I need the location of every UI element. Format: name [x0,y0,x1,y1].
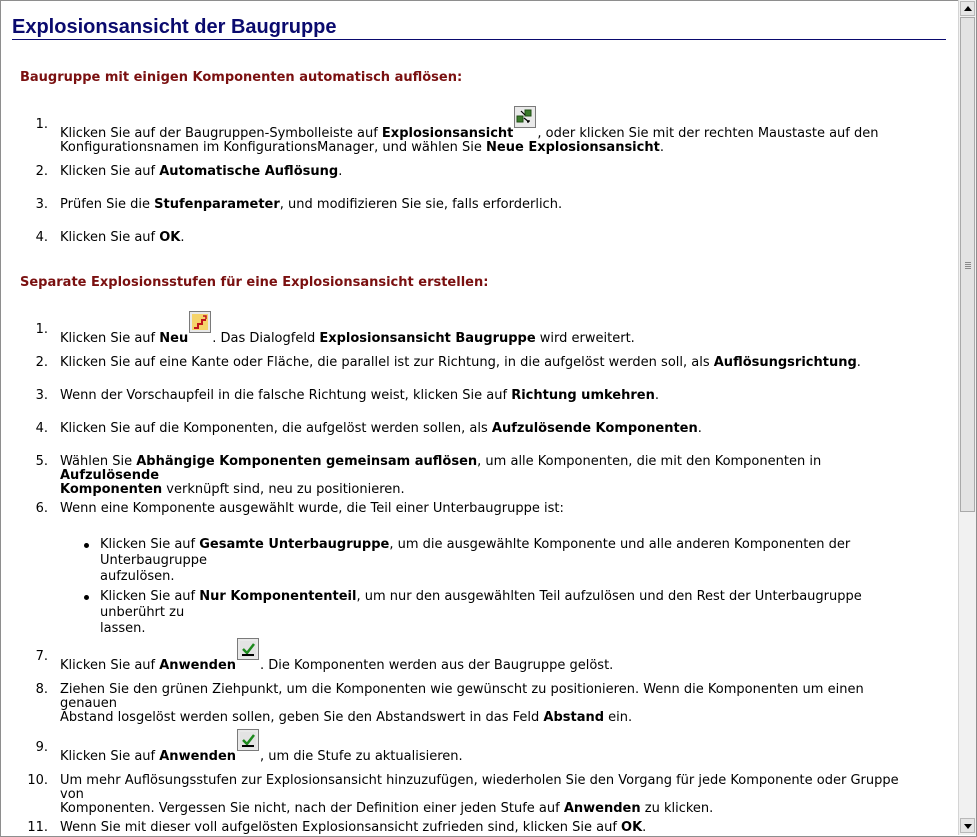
grip-icon [965,268,971,269]
ui-term: Stufenparameter [154,197,280,212]
step-text: Ziehen Sie den grünen Ziehpunkt, um die Komponenten wie gewünscht zu positionieren. Wenn die Komponenten um einen genauen Abstand losgelöst werden sollen, geben Sie den Abstandswert in das Feld Abstand ein. [60,682,864,725]
ui-term: Abstand [543,710,605,725]
ui-term: Gesamte Unterbaugruppe [199,537,390,552]
ui-term: Nur Komponententeil [199,589,357,604]
step-number: 4. [35,421,48,436]
step-text: Wenn eine Komponente ausgewählt wurde, die Teil einer Unterbaugruppe ist: [60,501,564,516]
ui-term: Automatische Auflösung [159,164,339,179]
ui-term: Explosionsansicht Baugruppe [319,331,536,346]
step-text: Wenn der Vorschaupfeil in die falsche Richtung weist, klicken Sie auf Richtung umkehren. [60,388,659,403]
ui-term: Anwenden [159,658,237,673]
step-text: Um mehr Auflösungsstufen zur Explosionsansicht hinzuzufügen, wiederholen Sie den Vorgang für jede Komponente oder Gruppe von Komponenten. Vergessen Sie nicht, nach der Definition einer jeden Stufe auf Anwenden zu klicken. [60,773,899,816]
step-number: 9. [35,740,48,755]
ui-term: Anwenden [563,801,641,816]
step-text: Klicken Sie auf Anwenden . Die Komponenten werden aus der Baugruppe gelöst. [60,650,900,673]
step-number: 7. [35,649,48,664]
ui-term: Aufzulösende [60,468,160,483]
step-text: Klicken Sie auf eine Kante oder Fläche, die parallel ist zur Richtung, in die aufgelöst werden soll, als Auflösungsrichtung. [60,355,861,370]
ui-term: Anwenden [159,749,237,764]
ui-term: Aufzulösende Komponenten [491,421,698,436]
bullet-text: Klicken Sie auf Gesamte Unterbaugruppe, um die ausgewählte Komponente und alle anderen Komponenten der Unterbaugruppe aufzulösen. [100,537,851,584]
ui-term: Neu [159,331,189,346]
step-text: Wählen Sie Abhängige Komponenten gemeinsam auflösen, um alle Komponenten, die mit den Komponenten in Aufzulösende Komponenten verknüpft sind, neu zu positionieren. [60,454,822,497]
scroll-down-button[interactable] [960,818,975,833]
page-title: Explosionsansicht der Baugruppe [12,16,946,40]
grip-icon [965,264,971,265]
explode-view-icon [514,106,536,128]
scrollbar-thumb[interactable] [960,17,975,512]
step-text: Klicken Sie auf der Baugruppen-Symbolleiste auf Explosionsansicht , oder klicken Sie mit der rechten Maustaste auf den Konfigurationsnamen im KonfigurationsManager, und wählen Sie Neue Explosionsansicht. [60,118,900,155]
step-text: Wenn Sie mit dieser voll aufgelösten Explosionsansicht zufrieden sind, klicken Sie auf OK. [60,820,647,835]
arrow-down-icon [964,824,972,829]
vertical-scrollbar[interactable] [958,0,976,835]
arrow-up-icon [964,6,972,11]
section-heading-auto-explode: Baugruppe mit einigen Komponenten automatisch auflösen: [20,70,463,85]
step-number: 3. [35,197,48,212]
new-step-icon [189,311,211,333]
step-number: 8. [35,682,48,697]
step-text: Klicken Sie auf Neu . Das Dialogfeld Explosionsansicht Baugruppe wird erweitert. [60,323,900,346]
grip-icon [965,262,971,263]
step-number: 1. [35,117,48,132]
grip-icon [965,266,971,267]
step-number: 1. [35,322,48,337]
step-text: Prüfen Sie die Stufenparameter, und modifizieren Sie sie, falls erforderlich. [60,197,563,212]
step-number: 6. [35,501,48,516]
section-heading-separate-steps: Separate Explosionsstufen für eine Explosionsansicht erstellen: [20,275,489,290]
step-number: 11. [27,820,48,835]
ui-term: Neue Explosionsansicht [486,140,660,155]
step-number: 4. [35,230,48,245]
step-number: 5. [35,454,48,469]
step-number: 10. [27,773,48,788]
ui-term: OK [621,820,643,835]
step-text: Klicken Sie auf die Komponenten, die aufgelöst werden sollen, als Aufzulösende Komponenten. [60,421,702,436]
step-text: Klicken Sie auf OK. [60,230,185,245]
bullet-icon [84,543,89,548]
ui-term: Abhängige Komponenten gemeinsam auflösen [136,454,478,469]
apply-checkmark-icon [237,638,259,660]
bullet-text: Klicken Sie auf Nur Komponententeil, um nur den ausgewählten Teil aufzulösen und den Rest der Unterbaugruppe unberührt zu lassen. [100,589,862,636]
apply-checkmark-icon [237,729,259,751]
step-number: 2. [35,355,48,370]
step-text: Klicken Sie auf Anwenden , um die Stufe zu aktualisieren. [60,741,900,764]
step-number: 2. [35,164,48,179]
ui-term: Explosionsansicht [381,126,514,141]
bullet-icon [84,595,89,600]
ui-term: Richtung umkehren [511,388,655,403]
step-number: 3. [35,388,48,403]
ui-term: Auflösungsrichtung [713,355,857,370]
ui-term: Komponenten [60,482,163,497]
ui-term: OK [159,230,181,245]
step-text: Klicken Sie auf Automatische Auflösung. [60,164,343,179]
scroll-up-button[interactable] [960,1,975,16]
